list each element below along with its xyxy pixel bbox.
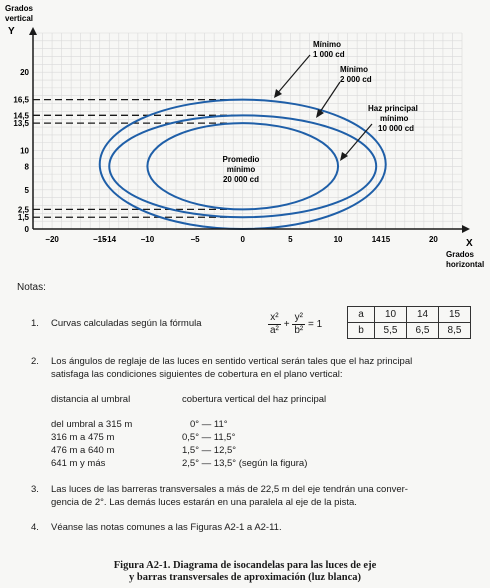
formula-y-den: b² bbox=[294, 325, 304, 336]
note-1-text: Curvas calculadas según la fórmula bbox=[51, 318, 202, 329]
coverage-col1-header: distancia al umbral bbox=[51, 394, 131, 405]
table-cell: b bbox=[348, 323, 375, 339]
y-tick-label: 2,5 bbox=[17, 205, 29, 215]
note-3-line2: gencia de 2°. Las demás luces estarán en una paralela al eje de la pista. bbox=[51, 497, 357, 508]
label-minimo-1000-line2: 1 000 cd bbox=[313, 50, 345, 59]
coverage-row-dist: 316 m a 475 m bbox=[51, 432, 115, 443]
formula-plus: + bbox=[283, 319, 290, 331]
note-4-text: Véanse las notas comunes a las Figuras A2-1 a A2-11. bbox=[51, 522, 282, 533]
ab-parameters-table bbox=[347, 306, 471, 339]
y-axis-arrow bbox=[29, 27, 37, 35]
label-promedio-line1: Promedio bbox=[222, 155, 260, 164]
isocandela-diagram bbox=[0, 0, 490, 280]
table-cell: 6,5 bbox=[407, 323, 439, 339]
caption-line1: Figura A2-1. Diagrama de isocandelas para las luces de eje bbox=[113, 560, 377, 571]
table-row-a bbox=[348, 307, 471, 323]
coverage-col2-header: cobertura vertical del haz principal bbox=[182, 394, 327, 405]
note-2-number: 2. bbox=[31, 356, 39, 367]
y-axis-letter: Y bbox=[8, 26, 15, 37]
note-3-number: 3. bbox=[31, 484, 39, 495]
notes-header: Notas: bbox=[17, 282, 46, 293]
formula-y-fraction bbox=[292, 312, 305, 337]
x-axis-title-line1: Grados bbox=[446, 250, 475, 259]
x-tick-label: −20 bbox=[45, 235, 59, 244]
label-minimo-2000-line1: Mínimo bbox=[340, 65, 368, 74]
table-row-b bbox=[348, 323, 471, 339]
label-minimo-1000-line1: Mínimo bbox=[313, 40, 341, 49]
table-cell: 10 bbox=[375, 307, 407, 323]
y-tick-label: 20 bbox=[20, 68, 29, 78]
x-axis-letter: X bbox=[466, 238, 473, 249]
x-axis-arrow bbox=[462, 225, 470, 233]
coverage-row-cov: 0° — 11° bbox=[190, 419, 228, 430]
y-tick-label: 10 bbox=[20, 146, 29, 156]
note-2-line1: Los ángulos de reglaje de las luces en sentido vertical serán tales que el haz principal bbox=[51, 356, 413, 367]
label-promedio-line3: 20 000 cd bbox=[222, 175, 260, 184]
table-cell: 15 bbox=[439, 307, 471, 323]
x-tick-label: 5 bbox=[288, 235, 293, 244]
y-axis-title-line2: vertical bbox=[5, 14, 34, 23]
label-minimo-2000-line2: 2 000 cd bbox=[340, 75, 372, 84]
y-tick-label: 8 bbox=[24, 162, 29, 172]
table-cell: 5,5 bbox=[375, 323, 407, 339]
x-tick-label: −14 bbox=[102, 235, 117, 244]
note-1-number: 1. bbox=[31, 318, 39, 329]
x-tick-label: 14 bbox=[371, 235, 381, 244]
formula-y-num: y² bbox=[292, 312, 305, 325]
y-tick-label: 1,5 bbox=[17, 213, 29, 223]
y-tick-label: 14,5 bbox=[13, 111, 29, 121]
formula bbox=[268, 312, 322, 337]
note-4-number: 4. bbox=[31, 522, 39, 533]
y-tick-label: 5 bbox=[24, 185, 29, 195]
y-tick-label: 0 bbox=[24, 225, 29, 234]
formula-equals: = 1 bbox=[308, 319, 323, 331]
table-cell: 8,5 bbox=[439, 323, 471, 339]
x-tick-label: −10 bbox=[140, 235, 155, 244]
note-2-line2: satisfaga las condiciones siguientes de cobertura en el plano vertical: bbox=[51, 369, 343, 380]
x-tick-label: −15 bbox=[92, 235, 107, 244]
formula-x-num: x² bbox=[268, 312, 281, 325]
label-promedio-line2: mínimo bbox=[226, 165, 256, 174]
x-tick-label: 15 bbox=[381, 235, 391, 244]
coverage-row-dist: 641 m y más bbox=[51, 458, 106, 469]
x-tick-labels bbox=[45, 235, 438, 244]
x-axis-title-line2: horizontal bbox=[446, 260, 485, 269]
figure-caption bbox=[0, 560, 490, 584]
formula-x-fraction bbox=[268, 312, 281, 337]
y-tick-label: 13,5 bbox=[13, 119, 29, 129]
x-tick-label: 20 bbox=[428, 235, 438, 244]
y-tick-labels bbox=[13, 68, 29, 234]
label-haz-line3: 10 000 cd bbox=[378, 124, 415, 133]
y-tick-label: 16,5 bbox=[13, 95, 29, 105]
y-axis-title-line1: Grados bbox=[5, 4, 34, 13]
table-cell: 14 bbox=[407, 307, 439, 323]
note-3-line1: Las luces de las barreras transversales a más de 22,5 m del eje tendrán una conver- bbox=[51, 484, 408, 495]
coverage-row-cov: 1,5° — 12,5° bbox=[182, 445, 237, 456]
formula-x-den: a² bbox=[270, 325, 279, 336]
x-tick-label: −5 bbox=[190, 235, 200, 244]
x-tick-label: 10 bbox=[333, 235, 343, 244]
coverage-row-dist: del umbral a 315 m bbox=[51, 419, 133, 430]
label-haz-line2: mínimo bbox=[380, 114, 409, 123]
table-cell: a bbox=[348, 307, 375, 323]
coverage-row-cov: 0,5° — 11,5° bbox=[182, 432, 236, 443]
coverage-row-dist: 476 m a 640 m bbox=[51, 445, 115, 456]
label-haz-line1: Haz principal bbox=[368, 104, 418, 113]
coverage-row-cov: 2,5° — 13,5° (según la figura) bbox=[182, 458, 308, 469]
caption-line2: y barras transversales de aproximación (luz blanca) bbox=[129, 572, 361, 583]
x-tick-label: 0 bbox=[240, 235, 245, 244]
leader-arrow-2000 bbox=[318, 82, 340, 115]
